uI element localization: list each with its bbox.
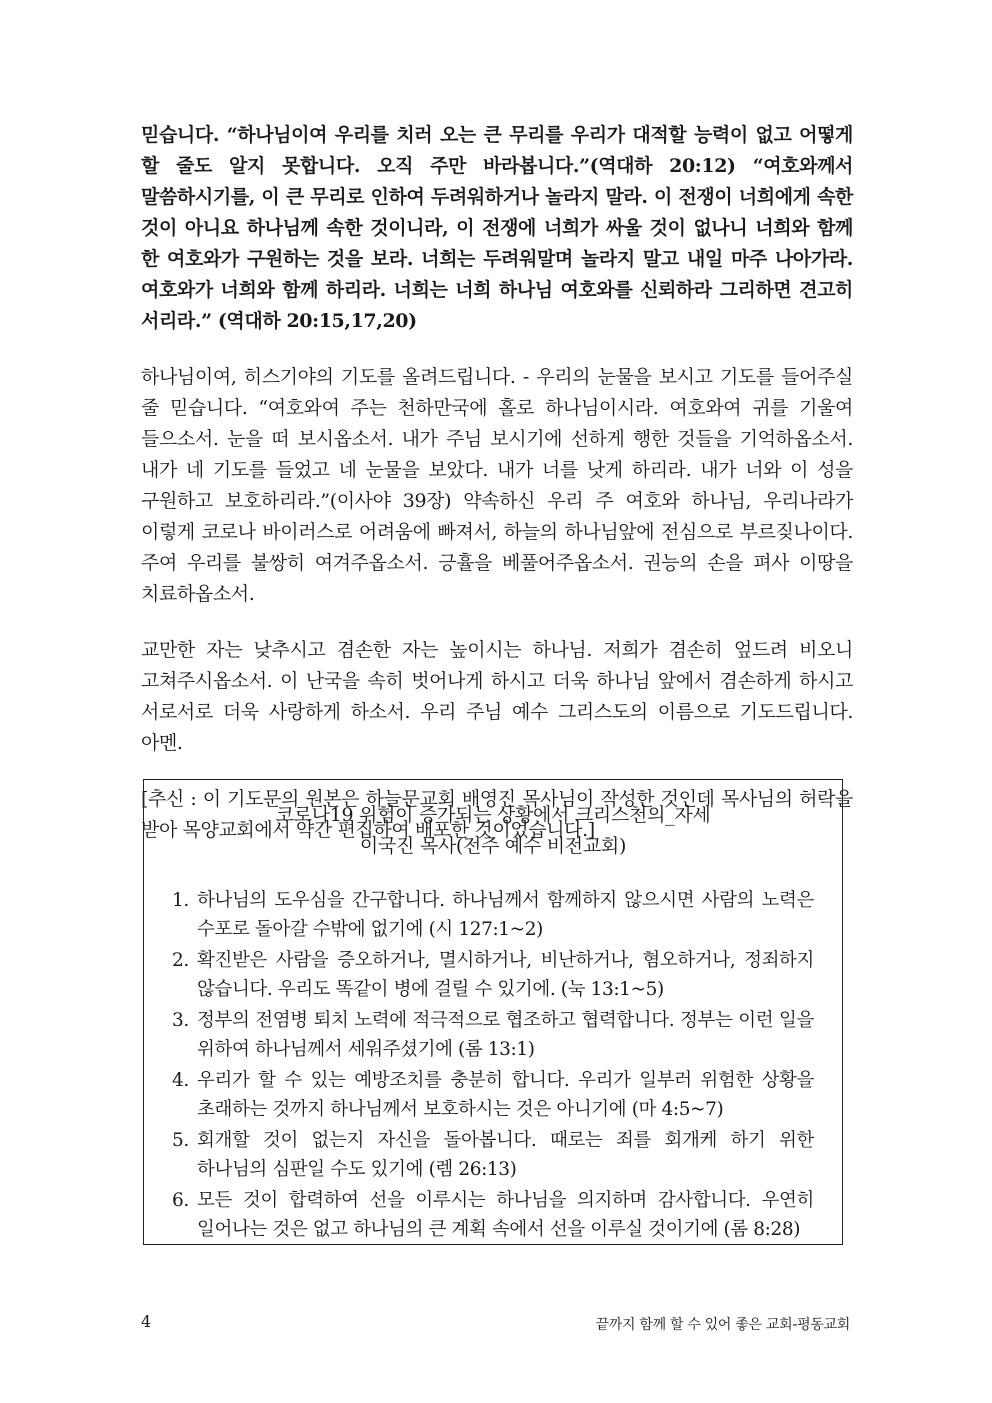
list-item	[172, 1006, 814, 1064]
list-item-number: 6.	[172, 1190, 189, 1211]
list-item-number: 5.	[172, 1130, 189, 1151]
box-author: 이국진 목사(전주 예수 비전교회)	[359, 835, 627, 857]
list-item-text: 우리가 할 수 있는 예방조치를 충분히 합니다. 우리가 일부러 위험한 상황을 초래하는 것까지 하나님께서 보호하시는 것은 아니기에 (마 4:5~7)	[197, 1070, 814, 1120]
footer-title: 끝까지 함께 할 수 있어 좋은 교회-평동교회	[595, 1317, 850, 1333]
box-title-text: 코로나19 위험이 증가되는 상황에서 크리스천의_자세	[275, 804, 711, 826]
list-item	[172, 1066, 814, 1124]
list-item-number: 4.	[172, 1070, 189, 1091]
paragraph-humility-prayer: 교만한 자는 낮추시고 겸손한 자는 높이시는 하나님. 저희가 겸손히 엎드려 비오니 고쳐주시옵소서. 이 난국을 속히 벗어나게 하시고 더욱 하나님 앞에서 겸손하게 하시고 서로서로 더욱 사랑하게 하소서. 우리 주님 예수 그리스도의 이름으로 기도드립니다. 아멘.	[141, 639, 853, 754]
guideline-box	[143, 779, 843, 1245]
list-item-text: 정부의 전염병 퇴치 노력에 적극적으로 협조하고 협력합니다. 정부는 이런 일을 위하여 하나님께서 세워주셨기에 (롬 13:1)	[197, 1010, 814, 1060]
list-item	[172, 886, 814, 944]
list-item-text: 회개할 것이 없는지 자신을 돌아봅니다. 때로는 죄를 회개케 하기 위한 하나님의 심판일 수도 있기에 (렘 26:13)	[197, 1130, 814, 1180]
paragraph-scripture	[141, 120, 853, 337]
paragraph-scripture-text: 믿습니다. “하나님이여 우리를 치러 오는 큰 무리를 우리가 대적할 능력이 없고 어떻게 할 줄도 알지 못합니다. 오직 주만 바라봅니다.”(역대하 20:12) “여호와께서 말씀하시기를, 이 큰 무리로 인하여 두려워하거나 놀라지 말라. 이 전쟁이 너희에게 속한 것이 아니요 하나님께 속한 것이니라, 이 전쟁에 너희가 싸울 것이 없나니 너희와 함께 한 여호와가 구원하는 것을 보라. 너희는 두려워말며 놀라지 말고 내일 마주 나아가라. 여호와가 너희와 함께 하리라. 너희는 너희 하나님 여호와를 신뢰하라 그리하면 견고히 서리라.” (역대하 20:15,17,20)	[141, 124, 853, 332]
list-item-text: 하나님의 도우심을 간구합니다. 하나님께서 함께하지 않으시면 사람의 노력은 수포로 돌아갈 수밖에 없기에 (시 127:1~2)	[197, 890, 814, 940]
list-item-text: 모든 것이 합력하여 선을 이루시는 하나님을 의지하며 감사합니다. 우연히 일어나는 것은 없고 하나님의 큰 계획 속에서 선을 이루실 것이기에 (롬 8:28)	[197, 1190, 814, 1240]
list-item	[172, 946, 814, 1004]
box-title	[144, 800, 842, 862]
list-item-number: 3.	[172, 1010, 189, 1031]
list-item	[172, 1186, 814, 1244]
page-content	[141, 120, 853, 871]
paragraph-postscript: [추신 : 이 기도문의 원본은 하늘문교회 배영진 목사님이 작성한 것인데 목사님의 허락을 받아 목양교회에서 약간 편집하여 배포한 것이었습니다.]	[141, 788, 853, 841]
list-item-number: 1.	[172, 890, 189, 911]
guideline-list	[144, 886, 842, 1244]
page-number: 4	[141, 1312, 152, 1331]
list-item	[172, 1126, 814, 1184]
paragraph-hezekiah-prayer: 하나님이여, 히스기야의 기도를 올려드립니다. - 우리의 눈물을 보시고 기도를 들어주실 줄 믿습니다. “여호와여 주는 천하만국에 홀로 하나님이시라. 여호와여 귀를 기울여 들으소서. 눈을 떠 보시옵소서. 내가 주님 보시기에 선하게 행한 것들을 기억하옵소서. 내가 네 기도를 들었고 네 눈물을 보았다. 내가 너를 낫게 하리라. 내가 너와 이 성을 구원하고 보호하리라.”(이사야 39장) 약속하신 우리 주 여호와 하나님, 우리나라가 이렇게 코로나 바이러스로 어려움에 빠져서, 하늘의 하나님앞에 전심으로 부르짖나이다. 주여 우리를 불쌍히 여겨주옵소서. 긍휼을 베풀어주옵소서. 권능의 손을 펴사 이땅을 치료하옵소서.	[141, 366, 853, 605]
list-item-text: 확진받은 사람을 증오하거나, 멸시하거나, 비난하거나, 혐오하거나, 정죄하지 않습니다. 우리도 똑같이 병에 걸릴 수 있기에. (눅 13:1~5)	[197, 950, 814, 1000]
list-item-number: 2.	[172, 950, 189, 971]
